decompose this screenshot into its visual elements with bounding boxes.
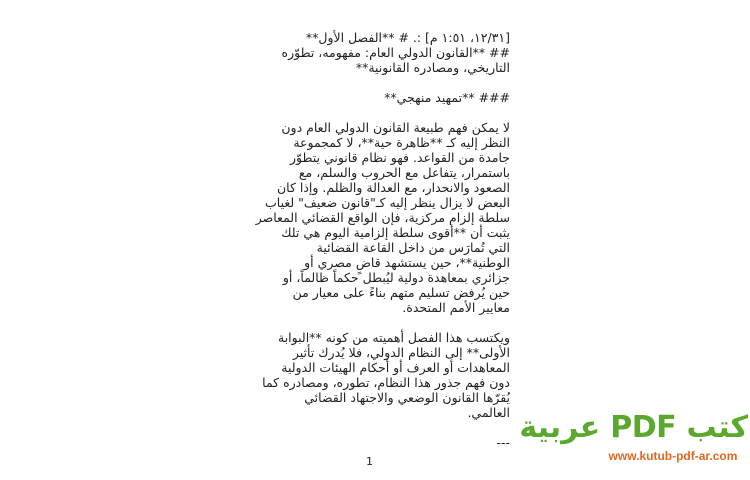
watermark-logo (519, 408, 748, 464)
paragraph-line: المعاهدات أو العرف أو أحكام الهيئات الدولية (281, 360, 510, 375)
spacer (255, 420, 510, 435)
paragraph-line: البعض لا يزال ينظر إليه كـ"قانون ضعيف" لغياب (265, 195, 510, 210)
watermark-logo-text: كتب PDF عربية (519, 410, 748, 445)
paragraph-line: يُقرّها القانون الوضعي والاجتهاد القضائي (304, 390, 510, 405)
paragraph-line: ويكتسب هذا الفصل أهميته من كونه **البوابة (278, 330, 510, 345)
paragraph-line: حين يُرفض تسليم متهم بناءً على معيار من (292, 285, 510, 300)
chapter-title-line: ## **القانون الدولي العام: مفهومه، تطوّره (281, 45, 510, 60)
paragraph-line: دون فهم جذور هذا النظام، تطوره، ومصادره كما (262, 375, 510, 390)
paragraph-line: جزائري بمعاهدة دولية ليُبطل حكماً ظالماً، أو (282, 270, 510, 285)
paragraph-line: الوطنية**، حين يستشهد قاضٍ مصري أو (304, 255, 510, 270)
paragraph-line: سلطة إلزام مركزية، فإن الواقع القضائي المعاصر (255, 210, 510, 225)
spacer (255, 75, 510, 90)
watermark-url: www.kutub-pdf-ar.com (608, 449, 738, 463)
paragraph-line: لا يمكن فهم طبيعة القانون الدولي العام دون (281, 120, 510, 135)
chapter-title-line: التاريخي، ومصادره القانونية** (355, 60, 510, 75)
spacer (255, 315, 510, 330)
spacer (255, 105, 510, 120)
paragraph-line: باستمرار، يتفاعل مع الحروب والسلم، مع (298, 165, 510, 180)
document-body (255, 30, 510, 450)
section-heading: ### **تمهيد منهجي** (384, 90, 510, 105)
paragraph-line: معايير الأمم المتحدة. (402, 300, 510, 315)
paragraph-line: التي تُمارَس من داخل القاعة القضائية (316, 240, 510, 255)
paragraph-line: النظر إليه كـ **ظاهرة حية**، لا كمجموعة (293, 135, 510, 150)
page-number: 1 (366, 455, 373, 468)
section-divider: --- (496, 435, 510, 450)
paragraph-line: العالمي. (467, 405, 510, 420)
paragraph-line: الصعود والانحدار، مع العدالة والظلم. وإذا كان (276, 180, 510, 195)
timestamp-header: [١٢/٣١، ١:٥١ م] :. # **الفصل الأول** (305, 30, 510, 45)
paragraph-line: جامدة من القواعد. فهو نظام قانوني يتطوّر (289, 150, 510, 165)
paragraph-line: الأولى** إلى النظام الدولي، فلا يُدرك تأثير (292, 345, 510, 360)
paragraph-line: يثبت أن **أقوى سلطة إلزامية اليوم هي تلك (281, 225, 510, 240)
